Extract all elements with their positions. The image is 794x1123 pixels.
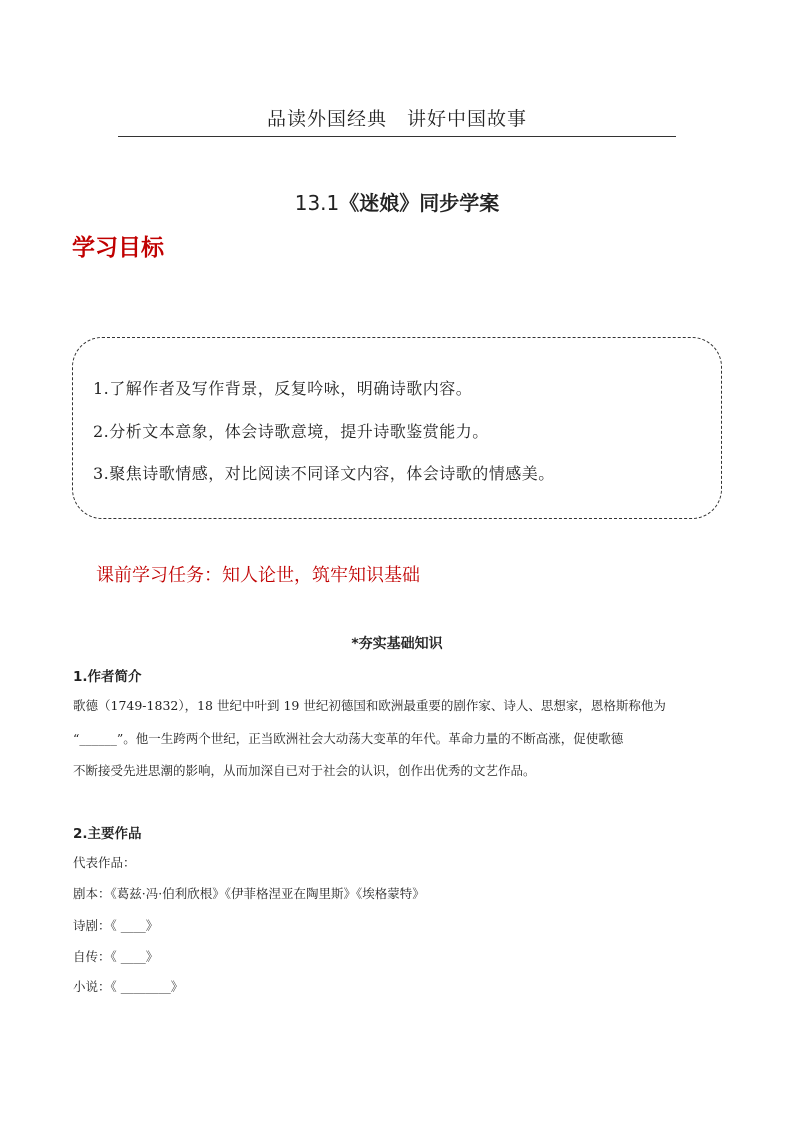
goal-item: 1.了解作者及写作背景，反复吟咏，明确诗歌内容。 [93, 379, 473, 398]
header-divider [118, 136, 676, 137]
works-line: 诗剧：《 ____》 [73, 918, 159, 933]
works-line: 自传：《 ____》 [73, 949, 159, 964]
works-line: 代表作品： [73, 855, 136, 870]
goal-item: 2.分析文本意象，体会诗歌意境，提升诗歌鉴赏能力。 [93, 422, 489, 441]
learning-goals-heading: 学习目标 [72, 235, 164, 261]
basic-knowledge-heading: *夯实基础知识 [351, 636, 443, 652]
works-line: 小说：《 ________》 [73, 979, 184, 994]
document-number: 13.1 [294, 191, 340, 215]
author-intro-label: 1.作者简介 [73, 669, 142, 685]
pre-class-task-heading: 课前学习任务：知人论世，筑牢知识基础 [96, 565, 420, 586]
author-intro-line: 不断接受先进思潮的影响，从而加深自已对于社会的认识，创作出优秀的文艺作品。 [73, 763, 536, 778]
header-title: 品读外国经典 讲好中国故事 [266, 108, 527, 130]
main-works-label: 2.主要作品 [73, 826, 142, 842]
document-title-text: 《迷娘》同步学案 [339, 191, 500, 215]
goal-item: 3.聚焦诗歌情感，对比阅读不同译文内容，体会诗歌的情感美。 [93, 464, 555, 483]
author-intro-line: 歌德（1749-1832），18 世纪中叶到 19 世纪初德国和欧洲最重要的剧作家、诗人、思想家，恩格斯称他为 [73, 698, 666, 713]
works-line: 剧本：《葛兹·冯·伯利欣根》《伊菲格涅亚在陶里斯》《埃格蒙特》 [73, 886, 425, 901]
document-title [0, 187, 794, 216]
author-intro-line: “______”。他一生跨两个世纪，正当欧洲社会大动荡大变革的年代。革命力量的不断高涨，促使歌德 [73, 731, 624, 746]
